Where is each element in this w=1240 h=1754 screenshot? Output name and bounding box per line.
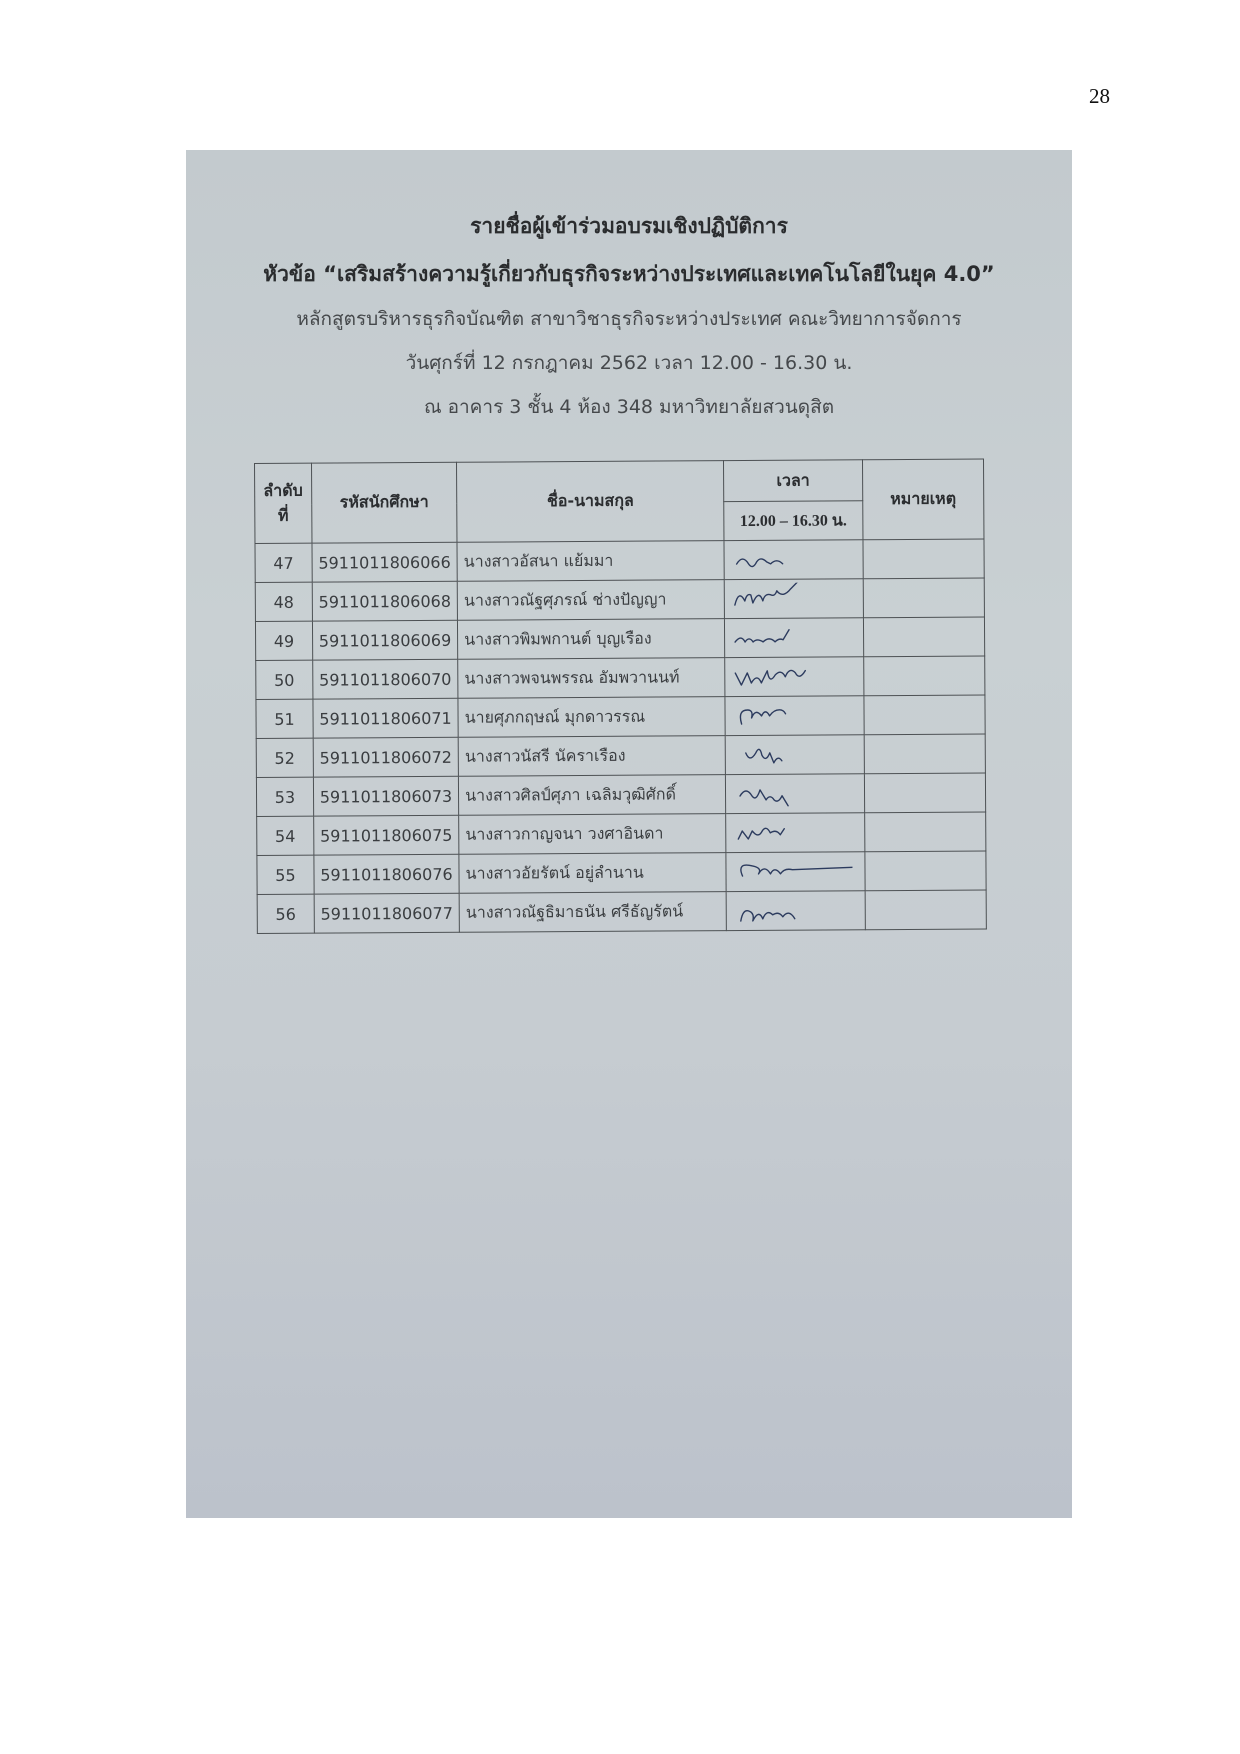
remark-cell: [865, 890, 986, 930]
student-name: นายศุภกฤษณ์ มุกดาวรรณ: [458, 697, 725, 738]
row-number: 55: [257, 855, 314, 894]
remark-cell: [864, 695, 985, 735]
table-row: [257, 890, 986, 933]
student-name: นางสาวอัสนา แย้มมา: [457, 541, 724, 582]
student-id: 5911011806072: [313, 737, 459, 777]
student-id: 5911011806077: [314, 893, 460, 933]
header-time-range: 12.00 – 16.30 น.: [724, 501, 863, 541]
signature-cell: [725, 618, 864, 658]
table-row: [257, 851, 986, 894]
signature-cell: [726, 891, 865, 931]
signature-cell: [724, 579, 863, 619]
remark-cell: [864, 734, 985, 774]
row-number: 54: [257, 816, 314, 855]
student-id: 5911011806075: [313, 815, 459, 855]
student-name: นางสาวพจนพรรณ อัมพวานนท์: [458, 658, 725, 699]
page-number: 28: [1089, 84, 1110, 108]
document-date: วันศุกร์ที่ 12 กรกฎาคม 2562 เวลา 12.00 - 16.30 น.: [405, 352, 853, 374]
table-row: [255, 539, 984, 582]
document-program: หลักสูตรบริหารธุรกิจบัณฑิต สาขาวิชาธุรกิจระหว่างประเทศ คณะวิทยาการจัดการ: [296, 308, 962, 330]
student-name: นางสาวอัยรัตน์ อยู่ลำนาน: [459, 853, 726, 894]
row-number: 50: [256, 660, 313, 699]
handwritten-signature: [733, 894, 853, 927]
handwritten-signature: [732, 777, 852, 810]
table-row: [257, 812, 986, 855]
header-no: [255, 463, 312, 543]
table-row: [255, 617, 984, 660]
table-row: [256, 734, 985, 777]
student-name: นางสาวศิลป์ศุภา เฉลิมวุฒิศักดิ์: [459, 775, 726, 816]
table-row: [256, 656, 985, 699]
header-name: ชื่อ-นามสกุล: [457, 461, 724, 543]
student-id: 5911011806071: [313, 698, 459, 738]
row-number: 52: [256, 738, 313, 777]
student-id: 5911011806068: [312, 581, 458, 621]
student-name: นางสาวณัฐศุภรณ์ ช่างปัญญา: [457, 580, 724, 621]
remark-cell: [865, 851, 986, 891]
row-number: 53: [256, 777, 313, 816]
student-name: นางสาวพิมพกานต์ บุญเรือง: [458, 619, 725, 660]
header-no-line1: ลำดับ: [263, 480, 303, 500]
student-id: 5911011806076: [314, 854, 460, 894]
student-id: 5911011806070: [313, 659, 459, 699]
scanned-attendance-sheet: [186, 150, 1072, 1518]
signature-cell: [725, 696, 864, 736]
row-number: 51: [256, 699, 313, 738]
document-title: รายชื่อผู้เข้าร่วมอบรมเชิงปฏิบัติการ: [470, 214, 788, 238]
row-number: 47: [255, 543, 312, 582]
signature-cell: [725, 735, 864, 775]
attendance-table: [254, 459, 987, 934]
table-row: [255, 578, 984, 621]
table-row: [256, 695, 985, 738]
handwritten-signature: [731, 621, 851, 654]
remark-cell: [863, 617, 984, 657]
remark-cell: [864, 773, 985, 813]
handwritten-signature: [733, 855, 853, 888]
row-number: 48: [255, 582, 312, 621]
attendance-table-body: [255, 539, 986, 933]
remark-cell: [863, 578, 984, 618]
handwritten-signature: [732, 699, 852, 732]
header-no-line2: ที่: [277, 505, 289, 525]
handwritten-signature: [731, 543, 851, 576]
header-remark: หมายเหตุ: [862, 459, 984, 540]
document-topic: หัวข้อ “เสริมสร้างความรู้เกี่ยวกับธุรกิจระหว่างประเทศและเทคโนโลยีในยุค 4.0”: [263, 262, 995, 286]
document-venue: ณ อาคาร 3 ชั้น 4 ห้อง 348 มหาวิทยาลัยสวนดุสิต: [423, 396, 835, 418]
student-id: 5911011806069: [312, 620, 458, 660]
student-id: 5911011806066: [312, 542, 458, 582]
handwritten-signature: [732, 738, 852, 771]
row-number: 49: [255, 621, 312, 660]
handwritten-signature: [731, 582, 851, 615]
remark-cell: [864, 656, 985, 696]
signature-cell: [726, 852, 865, 892]
handwritten-signature: [731, 660, 851, 693]
header-time: เวลา: [724, 460, 863, 502]
student-name: นางสาวณัฐธิมาธนัน ศรีธัญรัตน์: [459, 892, 726, 933]
row-number: 56: [257, 894, 314, 933]
signature-cell: [725, 657, 864, 697]
signature-cell: [724, 540, 863, 580]
handwritten-signature: [732, 816, 852, 849]
signature-cell: [726, 813, 865, 853]
remark-cell: [865, 812, 986, 852]
table-row: [256, 773, 985, 816]
header-student-id: รหัสนักศึกษา: [311, 462, 457, 543]
signature-cell: [726, 774, 865, 814]
student-name: นางสาวกาญจนา วงศาอินดา: [459, 814, 726, 855]
student-name: นางสาวนัสรี นัคราเรือง: [458, 736, 725, 777]
student-id: 5911011806073: [313, 776, 459, 816]
remark-cell: [863, 539, 984, 579]
